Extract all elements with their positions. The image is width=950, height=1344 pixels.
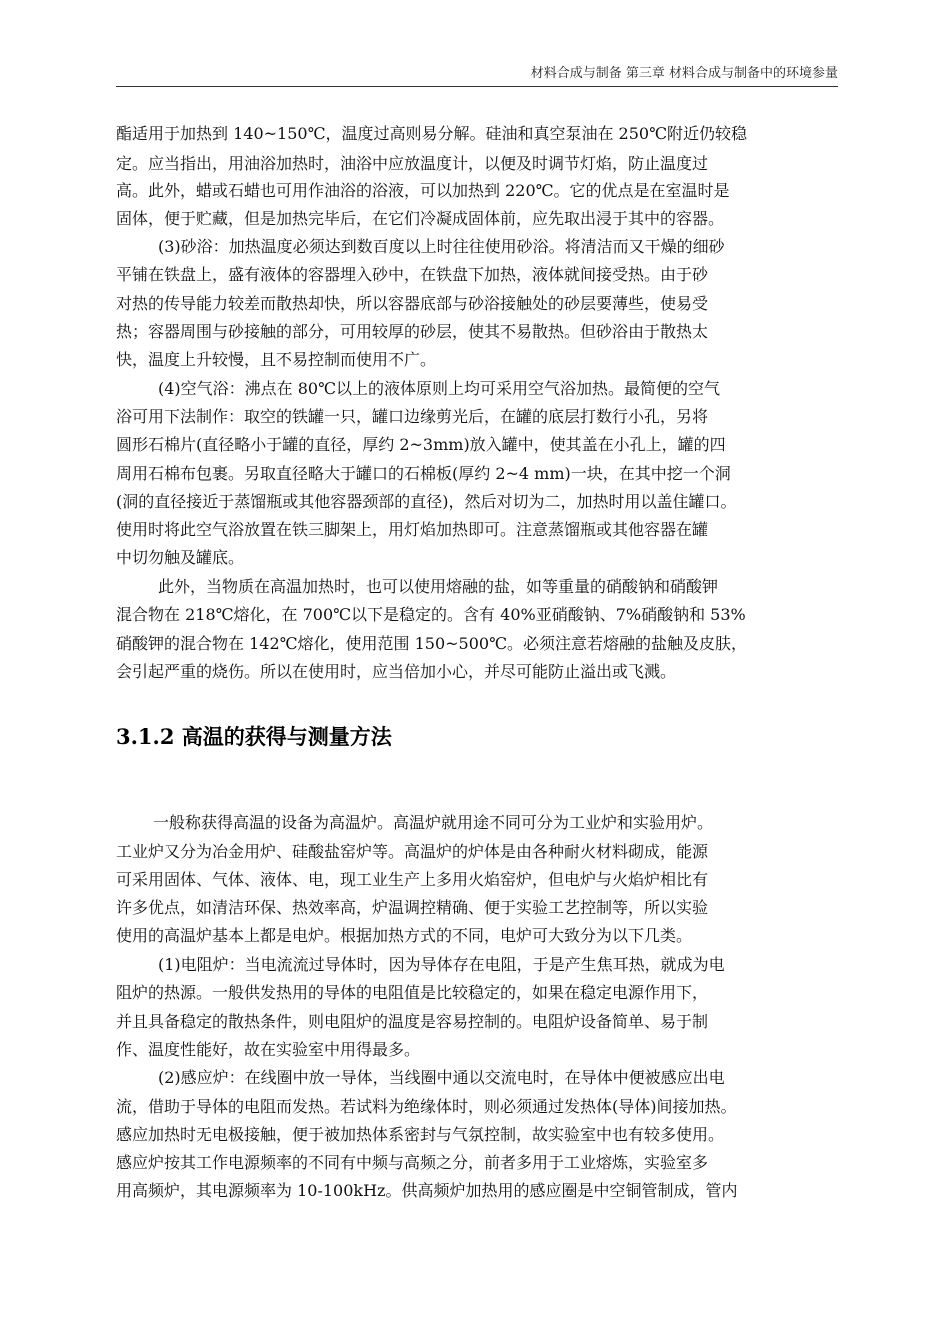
paragraph-line: 并且具备稳定的散热条件，则电阻炉的温度是容易控制的。电阻炉设备简单、易于制 [116,1012,709,1031]
paragraph-line: 会引起严重的烧伤。所以在使用时，应当倍加小心，并尽可能防止溢出或飞溅。 [116,662,677,681]
paragraph-line: (4)空气浴：沸点在 80℃以上的液体原则上均可采用空气浴加热。最简便的空气 [158,379,721,398]
paragraph-line: 平铺在铁盘上，盛有液体的容器埋入砂中，在铁盘下加热，液体就间接受热。由于砂 [116,265,709,284]
paragraph-line: 使用的高温炉基本上都是电炉。根据加热方式的不同，电炉可大致分为以下几类。 [116,926,693,945]
paragraph-line: 周用石棉布包裹。另取直径略大于罐口的石棉板(厚约 2~4 mm)一块，在其中挖一个洞 [116,464,731,483]
page-header [116,60,838,87]
paragraph-line: 硝酸钾的混合物在 142℃熔化，使用范围 150~500℃。必须注意若熔融的盐触及皮肤， [116,634,747,653]
paragraph-line: 高。此外，蜡或石蜡也可用作油浴的浴液，可以加热到 220℃。它的优点是在室温时是 [116,181,730,200]
paragraph-line: 定。应当指出，用油浴加热时，油浴中应放温度计，以便及时调节灯焰，防止温度过 [116,154,709,173]
paragraph-line: 使用时将此空气浴放置在铁三脚架上，用灯焰加热即可。注意蒸馏瓶或其他容器在罐 [116,520,709,539]
paragraph-line: 热；容器周围与砂接触的部分，可用较厚的砂层，使其不易散热。但砂浴由于散热太 [116,322,709,341]
paragraph-line: (洞的直径接近于蒸馏瓶或其他容器颈部的直径)，然后对切为二，加热时用以盖住罐口。 [116,492,737,511]
paragraph-line: 感应加热时无电极接触，便于被加热体系密封与气氛控制，故实验室中也有较多使用。 [116,1125,725,1144]
paragraph-line: 用高频炉，其电源频率为 10-100kHz。供高频炉加热用的感应圈是中空铜管制成，管内 [116,1181,738,1200]
paragraph-line: 浴可用下法制作：取空的铁罐一只，罐口边缘剪光后，在罐的底层打数行小孔，另将 [116,407,709,426]
paragraph-line: 混合物在 218℃熔化，在 700℃以下是稳定的。含有 40%亚硝酸钠、7%硝酸钠和 53% [116,605,746,624]
paragraph-line: (3)砂浴：加热温度必须达到数百度以上时往往使用砂浴。将清洁而又干燥的细砂 [158,237,725,256]
paragraph-line: 作、温度性能好，故在实验室中用得最多。 [116,1040,421,1059]
paragraph-line: 对热的传导能力较差而散热却快，所以容器底部与砂浴接触处的砂层要薄些，使易受 [116,294,709,313]
paragraph-line: 阻炉的热源。一般供发热用的导体的电阻值是比较稳定的，如果在稳定电源作用下， [116,983,709,1002]
paragraph-line: 许多优点，如清洁环保、热效率高，炉温调控精确、便于实验工艺控制等，所以实验 [116,898,709,917]
paragraph-line: 圆形石棉片(直径略小于罐的直径，厚约 2~3mm)放入罐中，使其盖在小孔上，罐的四 [116,435,726,454]
paragraph-line: (1)电阻炉：当电流流过导体时，因为导体存在电阻，于是产生焦耳热，就成为电 [158,955,725,974]
paragraph-line: 固体，便于贮藏，但是加热完毕后，在它们冷凝成固体前，应先取出浸于其中的容器。 [116,209,725,228]
paragraph-line: 工业炉又分为冶金用炉、硅酸盐窑炉等。高温炉的炉体是由各种耐火材料砌成，能源 [116,842,709,861]
section-heading: 3.1.2 高温的获得与测量方法 [116,724,392,749]
paragraph-line: (2)感应炉：在线圈中放一导体，当线圈中通以交流电时，在导体中便被感应出电 [158,1068,725,1087]
paragraph-line: 快，温度上升较慢，且不易控制而使用不广。 [116,350,437,369]
paragraph-line: 中切勿触及罐底。 [116,548,245,567]
paragraph-line: 酯适用于加热到 140~150℃，温度过高则易分解。硅油和真空泵油在 250℃附近仍较稳 [116,124,747,143]
paragraph-line: 感应炉按其工作电源频率的不同有中频与高频之分，前者多用于工业熔炼，实验室多 [116,1153,709,1172]
running-title: 材料合成与制备 第三章 材料合成与制备中的环境参量 [530,66,838,81]
paragraph-line: 流，借助于导体的电阻而发热。若试料为绝缘体时，则必须通过发热体(导体)间接加热。 [116,1097,737,1116]
paragraph-line: 此外，当物质在高温加热时，也可以使用熔融的盐，如等重量的硝酸钠和硝酸钾 [158,577,719,596]
paragraph-line: 一般称获得高温的设备为高温炉。高温炉就用途不同可分为工业炉和实验用炉。 [153,813,714,832]
paragraph-line: 可采用固体、气体、液体、电，现工业生产上多用火焰窑炉，但电炉与火焰炉相比有 [116,870,709,889]
